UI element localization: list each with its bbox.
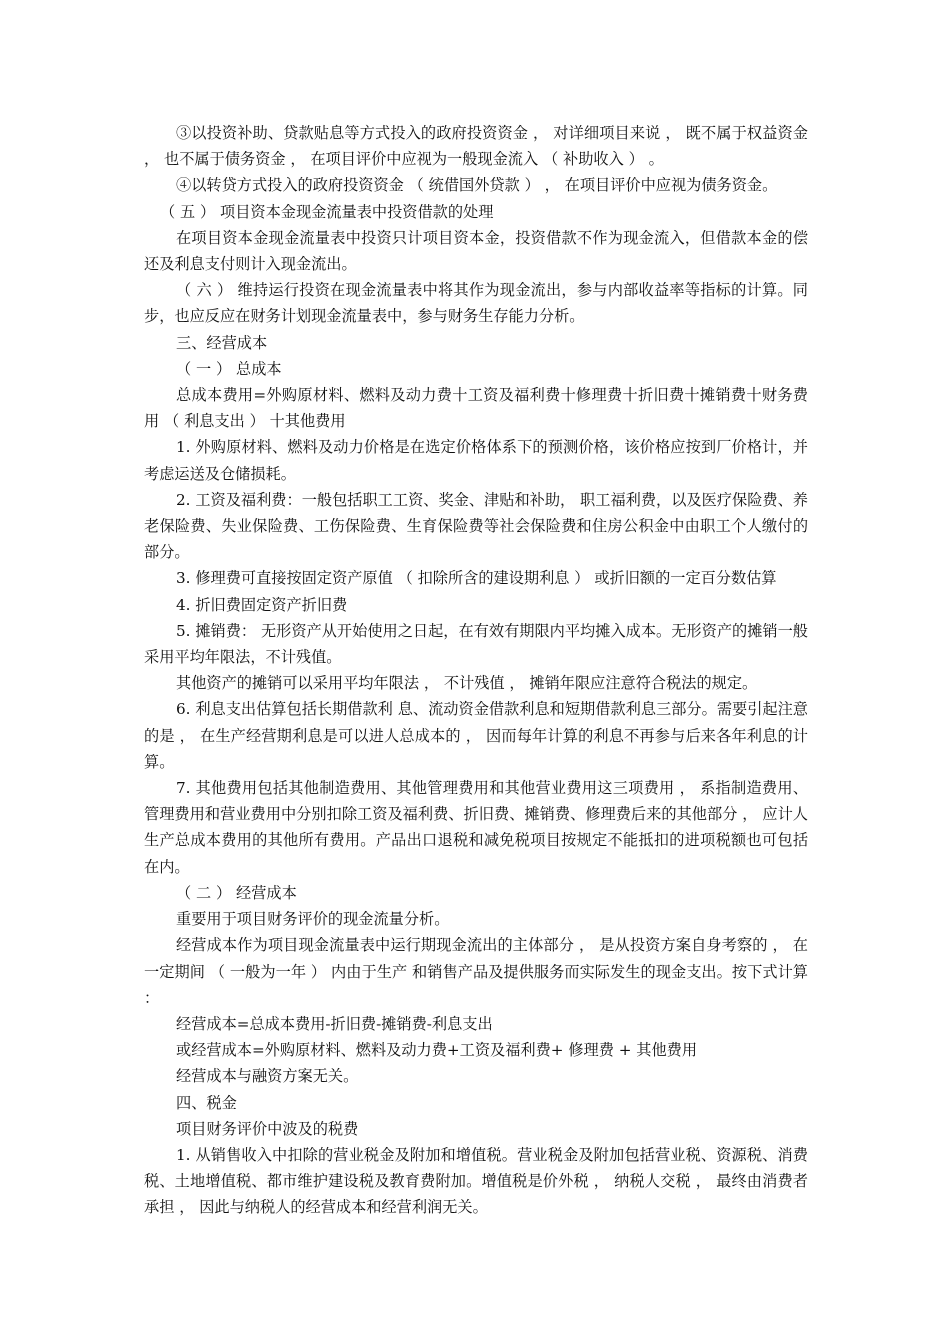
- paragraph-item-6: 6. 利息支出估算包括长期借款利 息、流动资金借款利息和短期借款利息三部分。需要引起注意的是 ， 在生产经营期利息是可以进人总成本的 ， 因而每年计算的利息不再参与后来各年利息的计算。: [144, 700, 808, 771]
- paragraph-taxes-intro: 项目财务评价中波及的税费: [176, 1119, 359, 1138]
- paragraph-item-7: 7. 其他费用包括其他制造费用、其他管理费用和其他营业费用这三项费用 ， 系指制造费用、管理费用和营业费用中分别扣除工资及福利费、折旧费、摊销费、修理费后来的其他部分 ， 应计人生产总成本费用的其他所有费用。产品出口退税和减免税项目按规定不能抵扣的进项税额也可包括在内。: [144, 779, 808, 876]
- paragraph-operating-cost-definition: 经营成本作为项目现金流量表中运行期现金流出的主体部分 ， 是从投资方案自身考察的 ， 在一定期间 （ 一般为一年 ） 内由于生产 和销售产品及提供服务而实际发生的现金支出。按下式计算 ：: [144, 936, 808, 1007]
- paragraph-item-5: 5. 摊销费： 无形资产从开始使用之日起，在有效有期限内平均摊入成本。无形资产的摊销一般采用平均年限法，不计残值。: [144, 621, 808, 667]
- paragraph-item-4: 4. 折旧费固定资产折旧费: [176, 595, 348, 614]
- formula-operating-cost-2: 或经营成本=外购原材料、燃料及动力费+工资及福利费+ 修理费 + 其他费用: [176, 1041, 698, 1060]
- paragraph-capital-cashflow: 在项目资本金现金流量表中投资只计项目资本金，投资借款不作为现金流入，但借款本金的偿还及利息支付则计入现金流出。: [144, 228, 808, 274]
- heading-section-5: （ 五 ） 项目资本金现金流量表中投资借款的处理: [160, 202, 494, 221]
- paragraph-total-cost-formula: 总成本费用=外购原材料、燃料及动力费十工资及福利费十修理费十折旧费十摊销费十财务费用 （ 利息支出 ） 十其他费用: [144, 386, 808, 431]
- heading-total-cost: （ 一 ） 总成本: [176, 359, 282, 378]
- paragraph-subsidy-funds: ③以投资补助、贷款贴息等方式投入的政府投资资金 ， 对详细项目来说 ， 既不属于权益资金 ， 也不属于债务资金 ， 在项目评价中应视为一般现金流入 （ 补助收入 ） 。: [144, 124, 808, 169]
- paragraph-onlending-funds: ④以转贷方式投入的政府投资资金 （ 统借国外贷款 ） ， 在项目评价中应视为债务资金。: [176, 176, 778, 195]
- heading-taxes: 四、税金: [176, 1093, 237, 1112]
- heading-operating-cost-sub: （ 二 ） 经营成本: [176, 883, 297, 902]
- paragraph-item-1: 1. 外购原材料、燃料及动力价格是在选定价格体系下的预测价格，该价格应按到厂价格计，并考虑运送及仓储损耗。: [144, 438, 808, 483]
- heading-section-6: （ 六 ） 维持运行投资在现金流量表中将其作为现金流出，参与内部收益率等指标的计算。同步，也应反应在财务计划现金流量表中，参与财务生存能力分析。: [144, 281, 808, 326]
- paragraph-item-2: 2. 工资及福利费：一般包括职工工资、奖金、津贴和补助， 职工福利费，以及医疗保险费、养老保险费、失业保险费、工伤保险费、生育保险费等社会保险费和住房公积金中由职工个人缴付的部分。: [144, 490, 808, 562]
- paragraph-financing-independent: 经营成本与融资方案无关。: [176, 1067, 359, 1086]
- paragraph-usage: 重要用于项目财务评价的现金流量分析。: [176, 910, 450, 929]
- heading-operating-cost: 三、经营成本: [176, 333, 268, 352]
- paragraph-item-3: 3. 修理费可直接按固定资产原值 （ 扣除所含的建设期利息 ） 或折旧额的一定百分数估算: [176, 569, 777, 588]
- paragraph-other-assets: 其他资产的摊销可以采用平均年限法 ， 不计残值 ， 摊销年限应注意符合税法的规定。: [176, 674, 758, 693]
- document-page: [144, 120, 808, 1221]
- paragraph-tax-item-1: 1. 从销售收入中扣除的营业税金及附加和增值税。营业税金及附加包括营业税、资源税、消费税、土地增值税、都市维护建设税及教育费附加。增值税是价外税 ， 纳税人交税 ， 最终由消费者承担 ， 因此与纳税人的经营成本和经营利润无关。: [144, 1145, 808, 1217]
- formula-operating-cost-1: 经营成本=总成本费用-折旧费-摊销费-利息支出: [176, 1014, 493, 1033]
